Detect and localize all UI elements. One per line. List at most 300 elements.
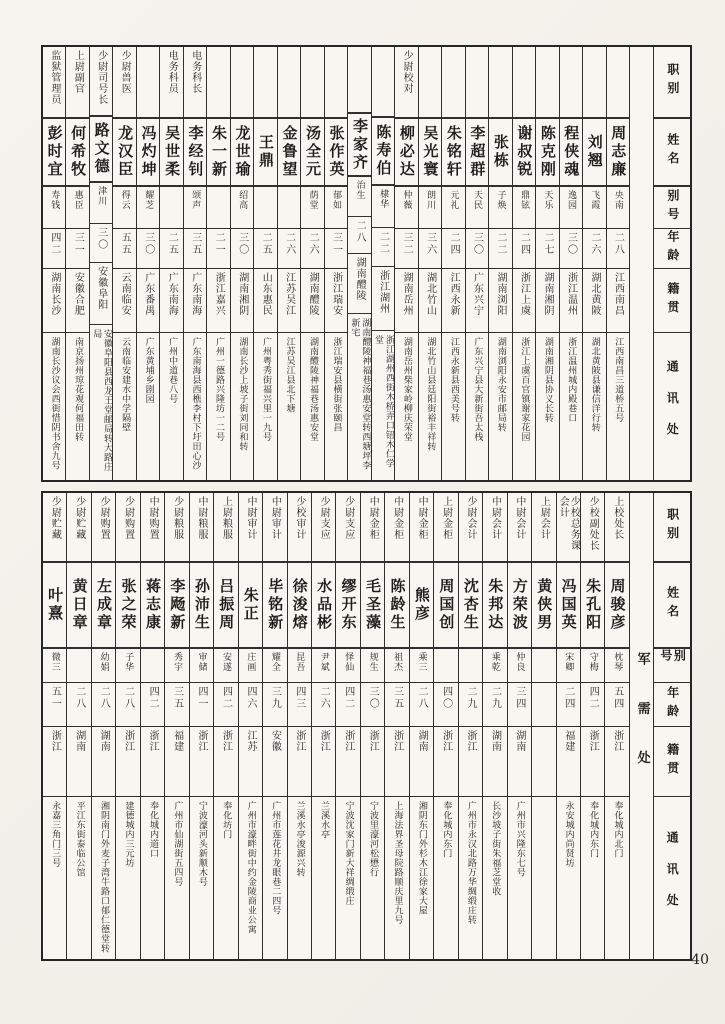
- entry-column: [360, 493, 384, 959]
- cell-alias: [141, 649, 164, 683]
- cell-name: [557, 563, 580, 649]
- cell-name: [137, 119, 159, 187]
- cell-text: 得云: [119, 190, 130, 210]
- cell-text: 湖南长沙上坡子街刘同和转: [237, 337, 248, 451]
- cell-text: 年龄: [665, 685, 680, 724]
- cell-alias: [214, 649, 237, 683]
- cell-text: 湘阴东门外杉木江徐家大屋: [416, 801, 427, 915]
- cell-name: [513, 119, 535, 187]
- cell-text: 二八: [122, 686, 134, 710]
- row-header-address: [654, 797, 690, 959]
- row-header-title: [654, 47, 690, 119]
- cell-text: 二五: [166, 232, 178, 256]
- cell-alias: [489, 187, 511, 229]
- cell-text: 张之荣: [119, 578, 138, 632]
- cell-text: 安徽合肥: [72, 272, 84, 316]
- cell-text: 三一: [72, 232, 84, 256]
- cell-title: [581, 493, 604, 563]
- cell-address: [372, 331, 394, 480]
- cell-address: [557, 797, 580, 959]
- entry-column: [531, 493, 555, 959]
- cell-age: [583, 229, 605, 269]
- cell-text: 冯国英: [559, 578, 578, 632]
- cell-alias: [434, 649, 457, 683]
- cell-text: 浙江嘉兴: [213, 272, 225, 316]
- cell-address: [263, 797, 286, 959]
- cell-text: 张作英: [327, 125, 346, 179]
- cell-text: 徐浚熔: [290, 578, 309, 632]
- row-header-address: [654, 333, 690, 480]
- entry-column: [394, 47, 417, 480]
- cell-name: [214, 563, 237, 649]
- cell-address: [67, 797, 90, 959]
- cell-age: [301, 229, 323, 269]
- cell-text: 湖北竹山县廷阳街裕丰祥转: [425, 337, 436, 451]
- cell-text: 中尉购置: [147, 496, 159, 540]
- cell-text: 籍贯: [665, 281, 680, 320]
- cell-text: 二二: [377, 230, 389, 255]
- cell-age: [557, 683, 580, 727]
- cell-text: 四二: [147, 686, 159, 710]
- cell-text: 中尉金柜: [367, 496, 379, 540]
- cell-title: [141, 493, 164, 563]
- cell-name: [263, 563, 286, 649]
- cell-age: [92, 683, 115, 727]
- cell-text: 三九: [269, 686, 281, 710]
- cell-text: 守梅: [587, 652, 598, 672]
- cell-text: 二四: [518, 232, 530, 256]
- cell-address: [184, 333, 206, 480]
- cell-text: 浙江瑞安县横街张颐昌: [331, 337, 342, 432]
- cell-title: [312, 493, 335, 563]
- cell-text: 湖南岳州: [401, 272, 413, 316]
- cell-title: [583, 47, 605, 119]
- entry-column: [300, 47, 323, 480]
- cell-text: 朱一新: [210, 125, 229, 179]
- cell-title: [508, 493, 531, 563]
- cell-text: 奉化城内东门: [441, 801, 452, 858]
- cell-text: 浙江: [440, 730, 452, 752]
- cell-native: [605, 727, 628, 797]
- cell-alias: [557, 649, 580, 683]
- cell-text: 周国创: [437, 578, 456, 632]
- cell-text: 上尉金柜: [440, 496, 452, 540]
- entry-column: [441, 47, 464, 480]
- cell-name: [116, 563, 139, 649]
- cell-native: [560, 269, 582, 333]
- cell-alias: [560, 187, 582, 229]
- cell-age: [442, 229, 464, 269]
- cell-text: 逸园: [565, 190, 576, 210]
- cell-address: [489, 333, 511, 480]
- cell-address: [116, 797, 139, 959]
- cell-alias: [190, 649, 213, 683]
- cell-alias: [410, 649, 433, 683]
- cell-name: [43, 119, 65, 187]
- cell-address: [419, 333, 441, 480]
- cell-age: [513, 229, 535, 269]
- entry-column: [262, 493, 286, 959]
- cell-text: 三六: [424, 232, 436, 256]
- cell-text: 二七: [542, 232, 553, 256]
- cell-text: 浙江: [587, 730, 599, 752]
- cell-name: [560, 119, 582, 187]
- cell-text: 乘三: [416, 652, 427, 672]
- cell-title: [113, 47, 135, 119]
- cell-title: [560, 47, 582, 119]
- cell-title: [43, 47, 65, 119]
- cell-native: [184, 269, 206, 333]
- cell-native: [263, 727, 286, 797]
- cell-text: 飞霞: [589, 190, 600, 210]
- cell-alias: [207, 187, 229, 229]
- entry-column: [43, 493, 66, 959]
- cell-text: 黄侠男: [535, 578, 554, 632]
- cell-text: 湖南: [98, 730, 110, 752]
- entry-column: [164, 493, 188, 959]
- cell-alias: [336, 649, 359, 683]
- cell-age: [532, 683, 555, 727]
- cell-text: 二九: [489, 686, 501, 710]
- cell-native: [410, 727, 433, 797]
- cell-text: 四二: [342, 686, 354, 710]
- cell-address: [560, 333, 582, 480]
- cell-name: [184, 119, 206, 187]
- cell-address: [336, 797, 359, 959]
- cell-text: 安徽阜阳: [95, 265, 107, 310]
- cell-title: [239, 493, 262, 563]
- cell-title: [385, 493, 408, 563]
- cell-age: [66, 229, 88, 269]
- cell-address: [137, 333, 159, 480]
- cell-native: [116, 727, 139, 797]
- entry-column: [465, 47, 488, 480]
- cell-text: 朱邦达: [486, 578, 505, 632]
- cell-text: 浙江: [391, 730, 403, 752]
- cell-age: [184, 229, 206, 269]
- cell-name: [607, 119, 629, 187]
- cell-text: 蒋志康: [143, 578, 162, 632]
- cell-text: 二一: [213, 232, 225, 256]
- cell-text: 陈寿伯: [374, 124, 393, 179]
- cell-text: 山东惠民: [260, 272, 272, 316]
- cell-text: 中尉粮服: [196, 496, 208, 540]
- cell-text: 二二: [495, 232, 507, 256]
- cell-text: 通讯处: [665, 831, 680, 925]
- cell-age: [278, 229, 300, 269]
- cell-text: 广州市濠畔街中约金陵商业公寓: [245, 801, 256, 934]
- cell-text: 永安城内尚贤坊: [563, 801, 574, 868]
- cell-name: [67, 563, 90, 649]
- cell-text: 湖南: [73, 730, 85, 752]
- cell-text: 审储: [196, 652, 207, 672]
- cell-text: 三〇: [236, 232, 248, 256]
- cell-age: [372, 228, 394, 268]
- cell-text: 广东黄埔乡剧园: [143, 337, 154, 404]
- cell-text: 棣华: [378, 188, 389, 209]
- cell-text: 职别: [665, 508, 680, 546]
- cell-name: [419, 119, 441, 187]
- cell-text: 少尉支应: [342, 496, 354, 540]
- cell-alias: [372, 186, 394, 228]
- cell-address: [141, 797, 164, 959]
- cell-text: 朗川: [425, 190, 436, 210]
- cell-age: [160, 229, 182, 269]
- cell-alias: [67, 649, 90, 683]
- cell-alias: [395, 187, 417, 229]
- cell-text: 二五: [260, 232, 272, 256]
- cell-text: 子华: [123, 652, 134, 672]
- cell-text: 中尉会计: [513, 496, 525, 540]
- cell-alias: [160, 187, 182, 229]
- cell-text: 湖南湘阴县协义长转: [542, 337, 553, 423]
- entry-column: [91, 493, 115, 959]
- cell-text: 电务科员: [166, 50, 178, 94]
- roster-band-quartermaster: [41, 491, 692, 961]
- cell-alias: [607, 187, 629, 229]
- cell-text: 职别: [665, 63, 680, 101]
- cell-text: 别号: [665, 188, 680, 227]
- cell-text: 少尉购置: [122, 496, 134, 540]
- cell-text: 广州市莲花井龙眼巷二四号: [270, 801, 281, 915]
- cell-text: 浙江湖州西街木桥弄口钮木仁学堂: [373, 334, 394, 468]
- cell-address: [43, 797, 66, 959]
- cell-text: 湖南湘阴: [236, 272, 248, 316]
- cell-text: 三〇: [367, 686, 379, 710]
- row-header-age: [654, 229, 690, 269]
- cell-age: [361, 683, 384, 727]
- cell-text: 四六: [244, 686, 256, 710]
- cell-age: [165, 683, 188, 727]
- cell-name: [483, 563, 506, 649]
- cell-age: [190, 683, 213, 727]
- cell-age: [214, 683, 237, 727]
- cell-text: 云南临安: [119, 272, 131, 316]
- cell-alias: [325, 187, 347, 229]
- cell-text: 陈龄生: [388, 578, 407, 632]
- cell-alias: [116, 649, 139, 683]
- cell-text: 李经钊: [186, 125, 205, 179]
- cell-native: [385, 727, 408, 797]
- cell-title: [190, 493, 213, 563]
- entry-column: [253, 47, 276, 480]
- cell-text: 上尉副官: [72, 50, 84, 94]
- cell-text: 建德城内三元坊: [123, 801, 134, 868]
- cell-text: 南京扬州琼花观何福田转: [73, 337, 84, 442]
- cell-title: [607, 47, 629, 119]
- entry-column: [112, 47, 135, 480]
- cell-age: [581, 683, 604, 727]
- cell-text: 电务科长: [189, 50, 201, 94]
- cell-text: 津川: [96, 185, 107, 206]
- cell-text: 年龄: [665, 229, 680, 268]
- cell-alias: [483, 649, 506, 683]
- row-header-name: [654, 563, 690, 649]
- entry-column: [418, 47, 441, 480]
- cell-text: 浙江湖州: [377, 270, 389, 315]
- cell-age: [434, 683, 457, 727]
- cell-native: [489, 269, 511, 333]
- cell-text: 三〇: [565, 232, 577, 256]
- cell-text: 少校总务课会计: [557, 496, 580, 551]
- entry-column: [507, 493, 531, 959]
- cell-native: [43, 269, 65, 333]
- cell-address: [442, 333, 464, 480]
- cell-native: [419, 269, 441, 333]
- cell-title: [483, 493, 506, 563]
- cell-alias: [90, 183, 112, 224]
- cell-alias: [442, 187, 464, 229]
- cell-text: 广东兴宁县大新街吾太栈: [472, 337, 483, 442]
- cell-text: 中尉金柜: [391, 496, 403, 540]
- cell-native: [301, 269, 323, 333]
- entry-column: [384, 493, 408, 959]
- cell-alias: [508, 649, 531, 683]
- cell-age: [90, 224, 112, 263]
- entry-column: [65, 47, 88, 480]
- cell-text: 少尉校对: [401, 50, 413, 94]
- cell-text: 李家齐: [350, 117, 369, 172]
- cell-text: 广东南海县西樵李村下圩田心沙: [190, 337, 201, 470]
- cell-address: [459, 797, 482, 959]
- cell-text: 安遂: [220, 652, 231, 672]
- cell-title: [466, 47, 488, 119]
- cell-title: [557, 493, 580, 563]
- cell-address: [66, 333, 88, 480]
- cell-age: [605, 683, 628, 727]
- cell-native: [348, 254, 370, 314]
- entry-column: [324, 47, 347, 480]
- cell-address: [395, 333, 417, 480]
- cell-text: 四三: [293, 686, 305, 710]
- cell-name: [581, 563, 604, 649]
- cell-title: [66, 47, 88, 119]
- cell-age: [395, 229, 417, 269]
- cell-text: 毕铭新: [266, 578, 285, 632]
- cell-text: 耀芝: [143, 190, 154, 210]
- cell-age: [385, 683, 408, 727]
- cell-text: 四〇: [440, 686, 452, 710]
- cell-text: 少尉贮藏: [73, 496, 85, 540]
- cell-title: [348, 47, 370, 114]
- cell-text: 姓名: [665, 586, 680, 624]
- cell-text: 安徽: [269, 730, 281, 752]
- cell-text: 云南临安建水中学隔壁: [120, 337, 131, 432]
- cell-native: [466, 269, 488, 333]
- cell-text: 张栋: [491, 134, 510, 170]
- cell-address: [513, 333, 535, 480]
- cell-text: 江西南昌三道桥五号: [613, 337, 624, 423]
- row-header-column: [653, 493, 690, 959]
- section-label-column: [629, 493, 653, 959]
- cell-native: [583, 269, 605, 333]
- cell-native: [160, 269, 182, 333]
- cell-text: 毛圣藻: [364, 578, 383, 632]
- cell-name: [301, 119, 323, 187]
- cell-text: 中尉金柜: [416, 496, 428, 540]
- cell-native: [532, 727, 555, 797]
- entry-column: [535, 47, 558, 480]
- cell-text: 何希牧: [69, 125, 88, 179]
- cell-text: 福建: [171, 730, 183, 752]
- cell-title: [442, 47, 464, 119]
- cell-text: 二六: [318, 686, 330, 710]
- cell-alias: [605, 649, 628, 683]
- cell-native: [67, 727, 90, 797]
- cell-text: 左成章: [95, 578, 114, 632]
- cell-native: [336, 727, 359, 797]
- cell-text: 湖南: [489, 730, 501, 752]
- cell-text: 奉化城内道口: [147, 801, 158, 858]
- cell-title: [395, 47, 417, 119]
- cell-alias: [137, 187, 159, 229]
- cell-text: 监狱管理员: [48, 50, 60, 105]
- cell-text: 枕琴: [612, 652, 623, 672]
- cell-address: [92, 797, 115, 959]
- cell-native: [513, 269, 535, 333]
- cell-name: [385, 563, 408, 649]
- cell-address: [239, 797, 262, 959]
- cell-text: 湖南醴陵: [354, 257, 366, 302]
- cell-name: [288, 563, 311, 649]
- cell-name: [532, 563, 555, 649]
- cell-text: 鼎铉: [518, 190, 529, 210]
- cell-text: 奉化城内东门: [588, 801, 599, 858]
- cell-name: [92, 563, 115, 649]
- cell-text: 二六: [283, 232, 295, 256]
- cell-address: [508, 797, 531, 959]
- cell-name: [442, 119, 464, 187]
- cell-text: 幼娟: [98, 652, 109, 672]
- roster-table: [41, 45, 692, 961]
- cell-address: [231, 333, 253, 480]
- cell-text: 叶熹: [46, 587, 65, 623]
- cell-address: [43, 333, 65, 480]
- cell-text: 浙江: [49, 730, 61, 752]
- cell-text: 少尉购置: [98, 496, 110, 540]
- cell-text: 朱铭轩: [444, 125, 463, 179]
- entry-column: [43, 47, 65, 480]
- cell-age: [43, 683, 66, 727]
- cell-text: 周骏彦: [608, 578, 627, 632]
- cell-native: [459, 727, 482, 797]
- entry-column: [559, 47, 582, 480]
- cell-native: [372, 267, 394, 331]
- cell-text: 长沙坡子街朱福芝堂收: [490, 801, 501, 896]
- cell-alias: [184, 187, 206, 229]
- row-header-alias: [654, 649, 690, 683]
- cell-age: [536, 229, 558, 269]
- cell-native: [581, 727, 604, 797]
- cell-title: [67, 493, 90, 563]
- cell-text: 汤全元: [303, 125, 322, 179]
- cell-alias: [532, 649, 555, 683]
- cell-address: [385, 797, 408, 959]
- cell-name: [190, 563, 213, 649]
- cell-age: [336, 683, 359, 727]
- cell-name: [66, 119, 88, 187]
- cell-text: 三五: [391, 686, 403, 710]
- cell-title: [361, 493, 384, 563]
- cell-text: 二四: [562, 686, 574, 710]
- cell-age: [239, 683, 262, 727]
- cell-alias: [43, 187, 65, 229]
- cell-native: [239, 727, 262, 797]
- cell-age: [348, 217, 370, 255]
- cell-title: [459, 493, 482, 563]
- cell-address: [532, 797, 555, 959]
- cell-title: [434, 493, 457, 563]
